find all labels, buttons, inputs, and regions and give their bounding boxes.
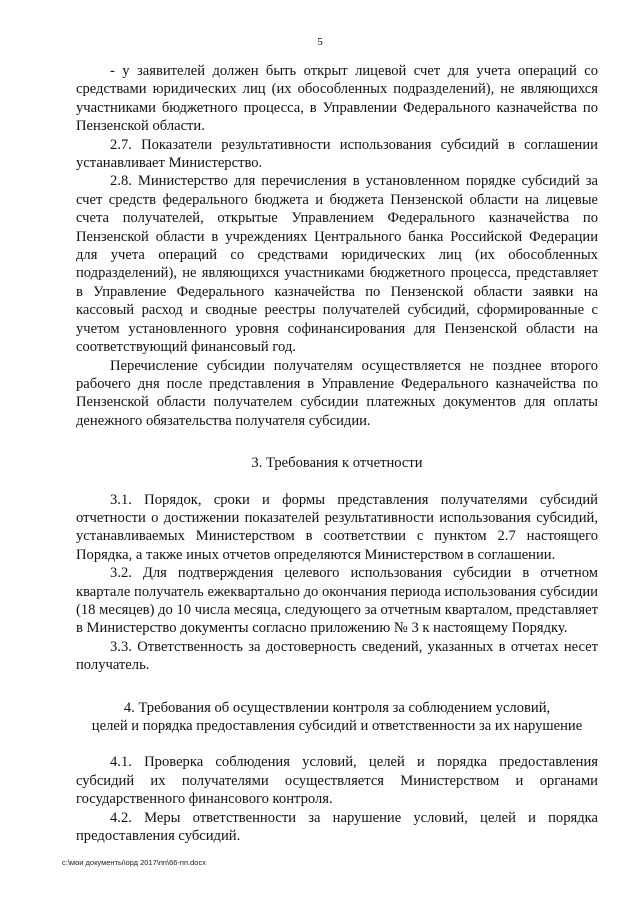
paragraph-2-8: 2.8. Министерство для перечисления в установленном порядке субсидий за счет средств федерального бюджета и бюджета Пензенской области на лицевые счета получателей, открытые Управлением Федерального казначейства по Пензенской области в учреждениях Центрального банка Российской Федерации для учета операций со средствами юридических лиц (их обособленных подразделений), не являющихся участниками бюджетного процесса, представляет в Управление Федерального казначейства по Пензенской области заявки на кассовый расход и сводные реестры получателей субсидий, сформированные с учетом установленного уровня софинансирования для Пензенской области на соответствующий финансовый год. — [76, 173, 598, 356]
paragraph-4-2: 4.2. Меры ответственности за нарушение условий, целей и порядка предоставления субсидий. — [76, 809, 598, 845]
paragraph-3-2: 3.2. Для подтверждения целевого использования субсидии в отчетном квартале получатель ежеквартально до окончания периода использования субсидии (18 месяцев) до 10 числа месяца, следующего за отчетным кварталом, представляет в Министерство документы согласно приложению № 3 к настоящему Порядку. — [76, 565, 598, 637]
paragraph-account-requirement: - у заявителей должен быть открыт лицевой счет для учета операций со средствами юридических лиц (их обособленных подразделений), не являющихся участниками бюджетного процесса, в Управлении Федерального казначейства по Пензенской области. — [76, 63, 598, 135]
section-3-heading: 3. Требования к отчетности — [251, 455, 423, 472]
document-body — [76, 62, 598, 845]
section-4-heading-line1: 4. Требования об осуществлении контроля за соблюдением условий, — [123, 699, 551, 716]
paragraph-4-1: 4.1. Проверка соблюдения условий, целей и порядка предоставления субсидий их получателями осуществляется Министерством и органами государственного финансового контроля. — [76, 754, 598, 808]
paragraph-3-1: 3.1. Порядок, сроки и формы представления получателями субсидий отчетности о достижении показателей результативности использования субсидий, устанавливаемых Министерством в соответствии с пунктом 2.7 настоящего Порядка, а также иных отчетов определяются Министерством в соглашении. — [76, 491, 598, 563]
page-number: 5 — [317, 36, 323, 48]
paragraph-2-7: 2.7. Показатели результативности использования субсидий в соглашении устанавливает Министерство. — [76, 136, 598, 172]
footer-file-path: c:\мои документы\орд 2017\пп\66-пп.docx — [62, 858, 206, 867]
paragraph-transfer: Перечисление субсидии получателям осуществляется не позднее второго рабочего дня после представления в Управление Федерального казначейства по Пензенской области получателем субсидии платежных документов для оплаты денежного обязательства получателя субсидии. — [76, 357, 598, 429]
section-4-heading — [76, 699, 598, 736]
section-4-heading-line2: целей и порядка предоставления субсидий и ответственности за их нарушение — [91, 718, 583, 734]
paragraph-3-3: 3.3. Ответственность за достоверность сведений, указанных в отчетах несет получатель. — [76, 638, 598, 674]
